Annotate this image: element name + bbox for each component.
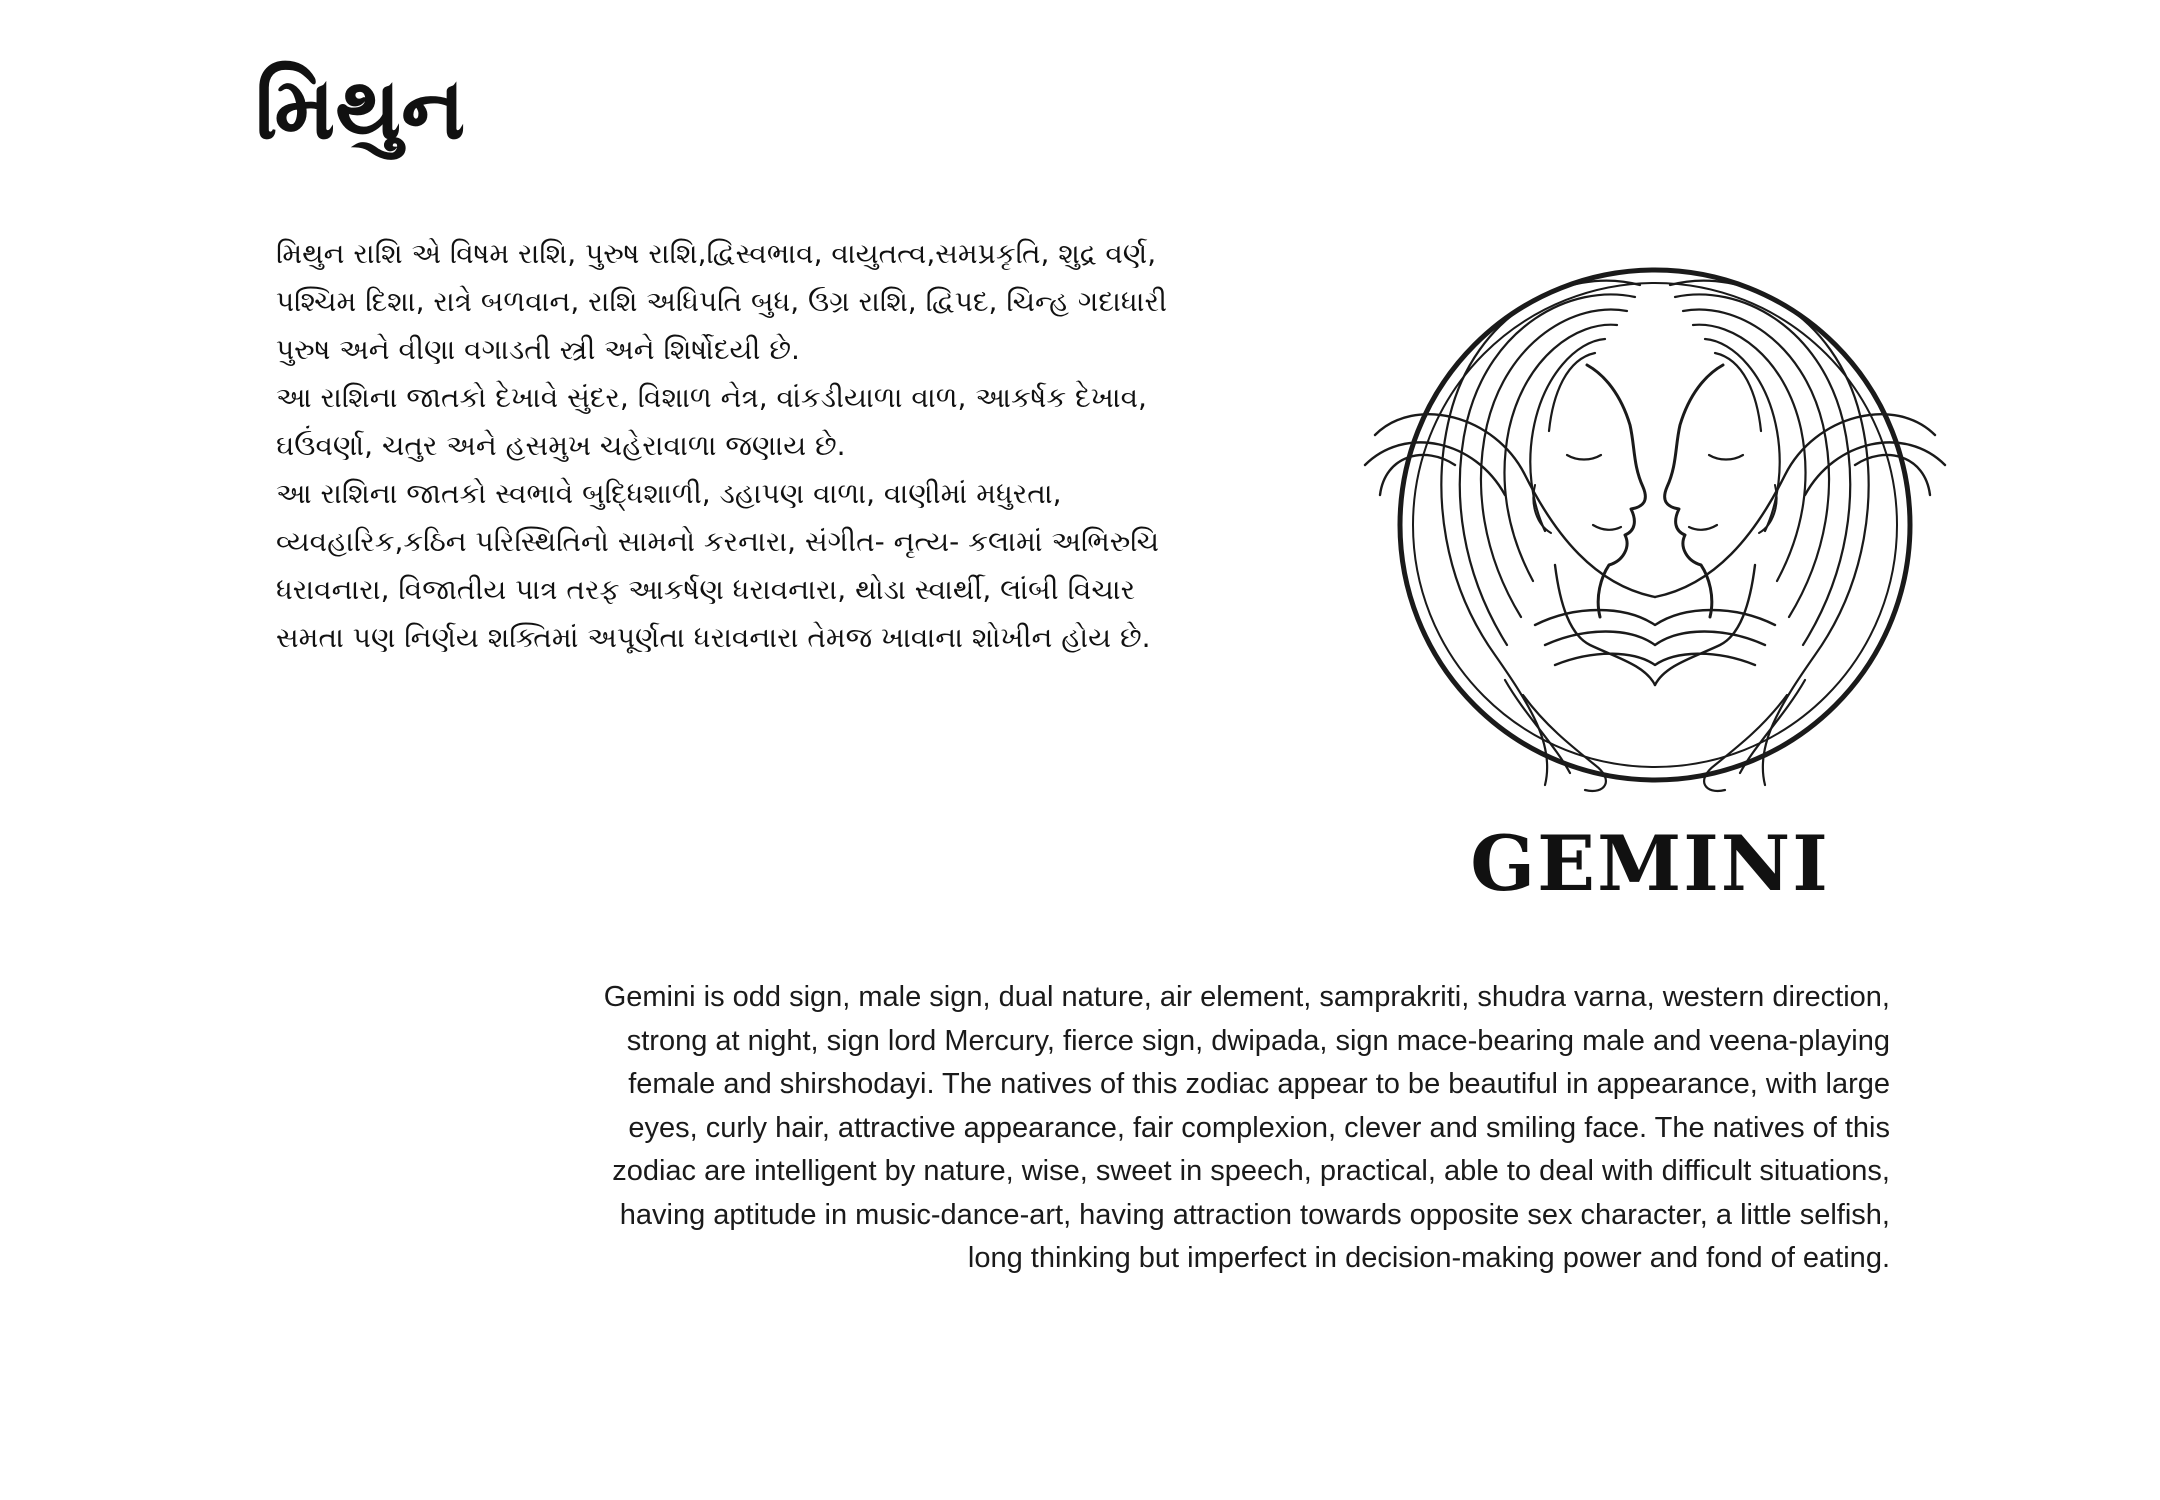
english-description: [300, 976, 1890, 1281]
left-twin-hair: [1441, 281, 1640, 791]
page-title-gujarati: મિથુન: [255, 59, 466, 159]
english-description-line: female and shirshodayi. The natives of this zodiac appear to be beautiful in appearance, with large: [628, 1068, 1890, 1100]
gujarati-description-line: પુરુષ અને વીણા વગાડતી સ્ત્રી અને શિર્ષોદયી છે.: [276, 333, 800, 366]
gujarati-description-line: ઘઉંવર્ણા, ચતુર અને હસમુખ ચહેરાવાળા જણાય છે.: [276, 429, 846, 462]
english-description-line: zodiac are intelligent by nature, wise, sweet in speech, practical, able to deal with difficult situations,: [612, 1155, 1890, 1187]
gujarati-description-line: ધરાવનારા, વિજાતીય પાત્ર તરફ આકર્ષણ ધરાવનારા, થોડા સ્વાર્થી, લાંબી વિચાર: [276, 573, 1136, 606]
gujarati-description: [276, 230, 1256, 662]
right-twin-hair: [1670, 281, 1869, 791]
gujarati-description-line: મિથુન રાશિ એ વિષમ રાશિ, પુરુષ રાશિ,દ્વિસ્વભાવ, વાયુતત્વ,સમપ્રકૃતિ, શુદ્ર વર્ણ,: [276, 237, 1157, 270]
english-description-line: strong at night, sign lord Mercury, fierce sign, dwipada, sign mace-bearing male and veena-playing: [626, 1024, 1890, 1057]
gujarati-description-line: સમતા પણ નિર્ણય શક્તિમાં અપૂર્ણતા ધરાવનારા તેમજ ખાવાના શોખીન હોય છે.: [276, 621, 1151, 654]
gemini-twins-icon: [1355, 225, 1955, 795]
emblem-outer-ring: [1400, 270, 1910, 780]
english-description-line: having aptitude in music-dance-art, having attraction towards opposite sex character, a little selfish,: [619, 1198, 1890, 1231]
gujarati-description-line: પશ્ચિમ દિશા, રાત્રે બળવાન, રાશિ અધિપતિ બુધ, ઉગ્ર રાશિ, દ્વિપદ, ચિન્હ ગદાધારી: [276, 285, 1167, 318]
intertwined-hair-band: [1365, 414, 1945, 665]
gujarati-description-line: વ્યવહારિક,કઠિન પરિસ્થિતિનો સામનો કરનારા, સંગીત- નૃત્ય- કલામાં અભિરુચિ: [276, 525, 1160, 558]
gujarati-description-line: આ રાશિના જાતકો સ્વભાવે બુદ્ધિશાળી, ડહાપણ વાળા, વાણીમાં મધુરતા,: [276, 477, 1062, 510]
page-title-english: GEMINI: [1470, 819, 1830, 908]
english-description-line: eyes, curly hair, attractive appearance, fair complexion, clever and smiling face. The natives of this: [628, 1111, 1890, 1144]
gujarati-description-line: આ રાશિના જાતકો દેખાવે સુંદર, વિશાળ નેત્ર, વાંકડીયાળા વાળ, આકર્ષક દેખાવ,: [276, 381, 1147, 414]
english-description-line: long thinking but imperfect in decision-making power and fond of eating.: [967, 1242, 1890, 1274]
english-description-line: Gemini is odd sign, male sign, dual nature, air element, samprakriti, shudra varna, western direction,: [603, 981, 1890, 1013]
